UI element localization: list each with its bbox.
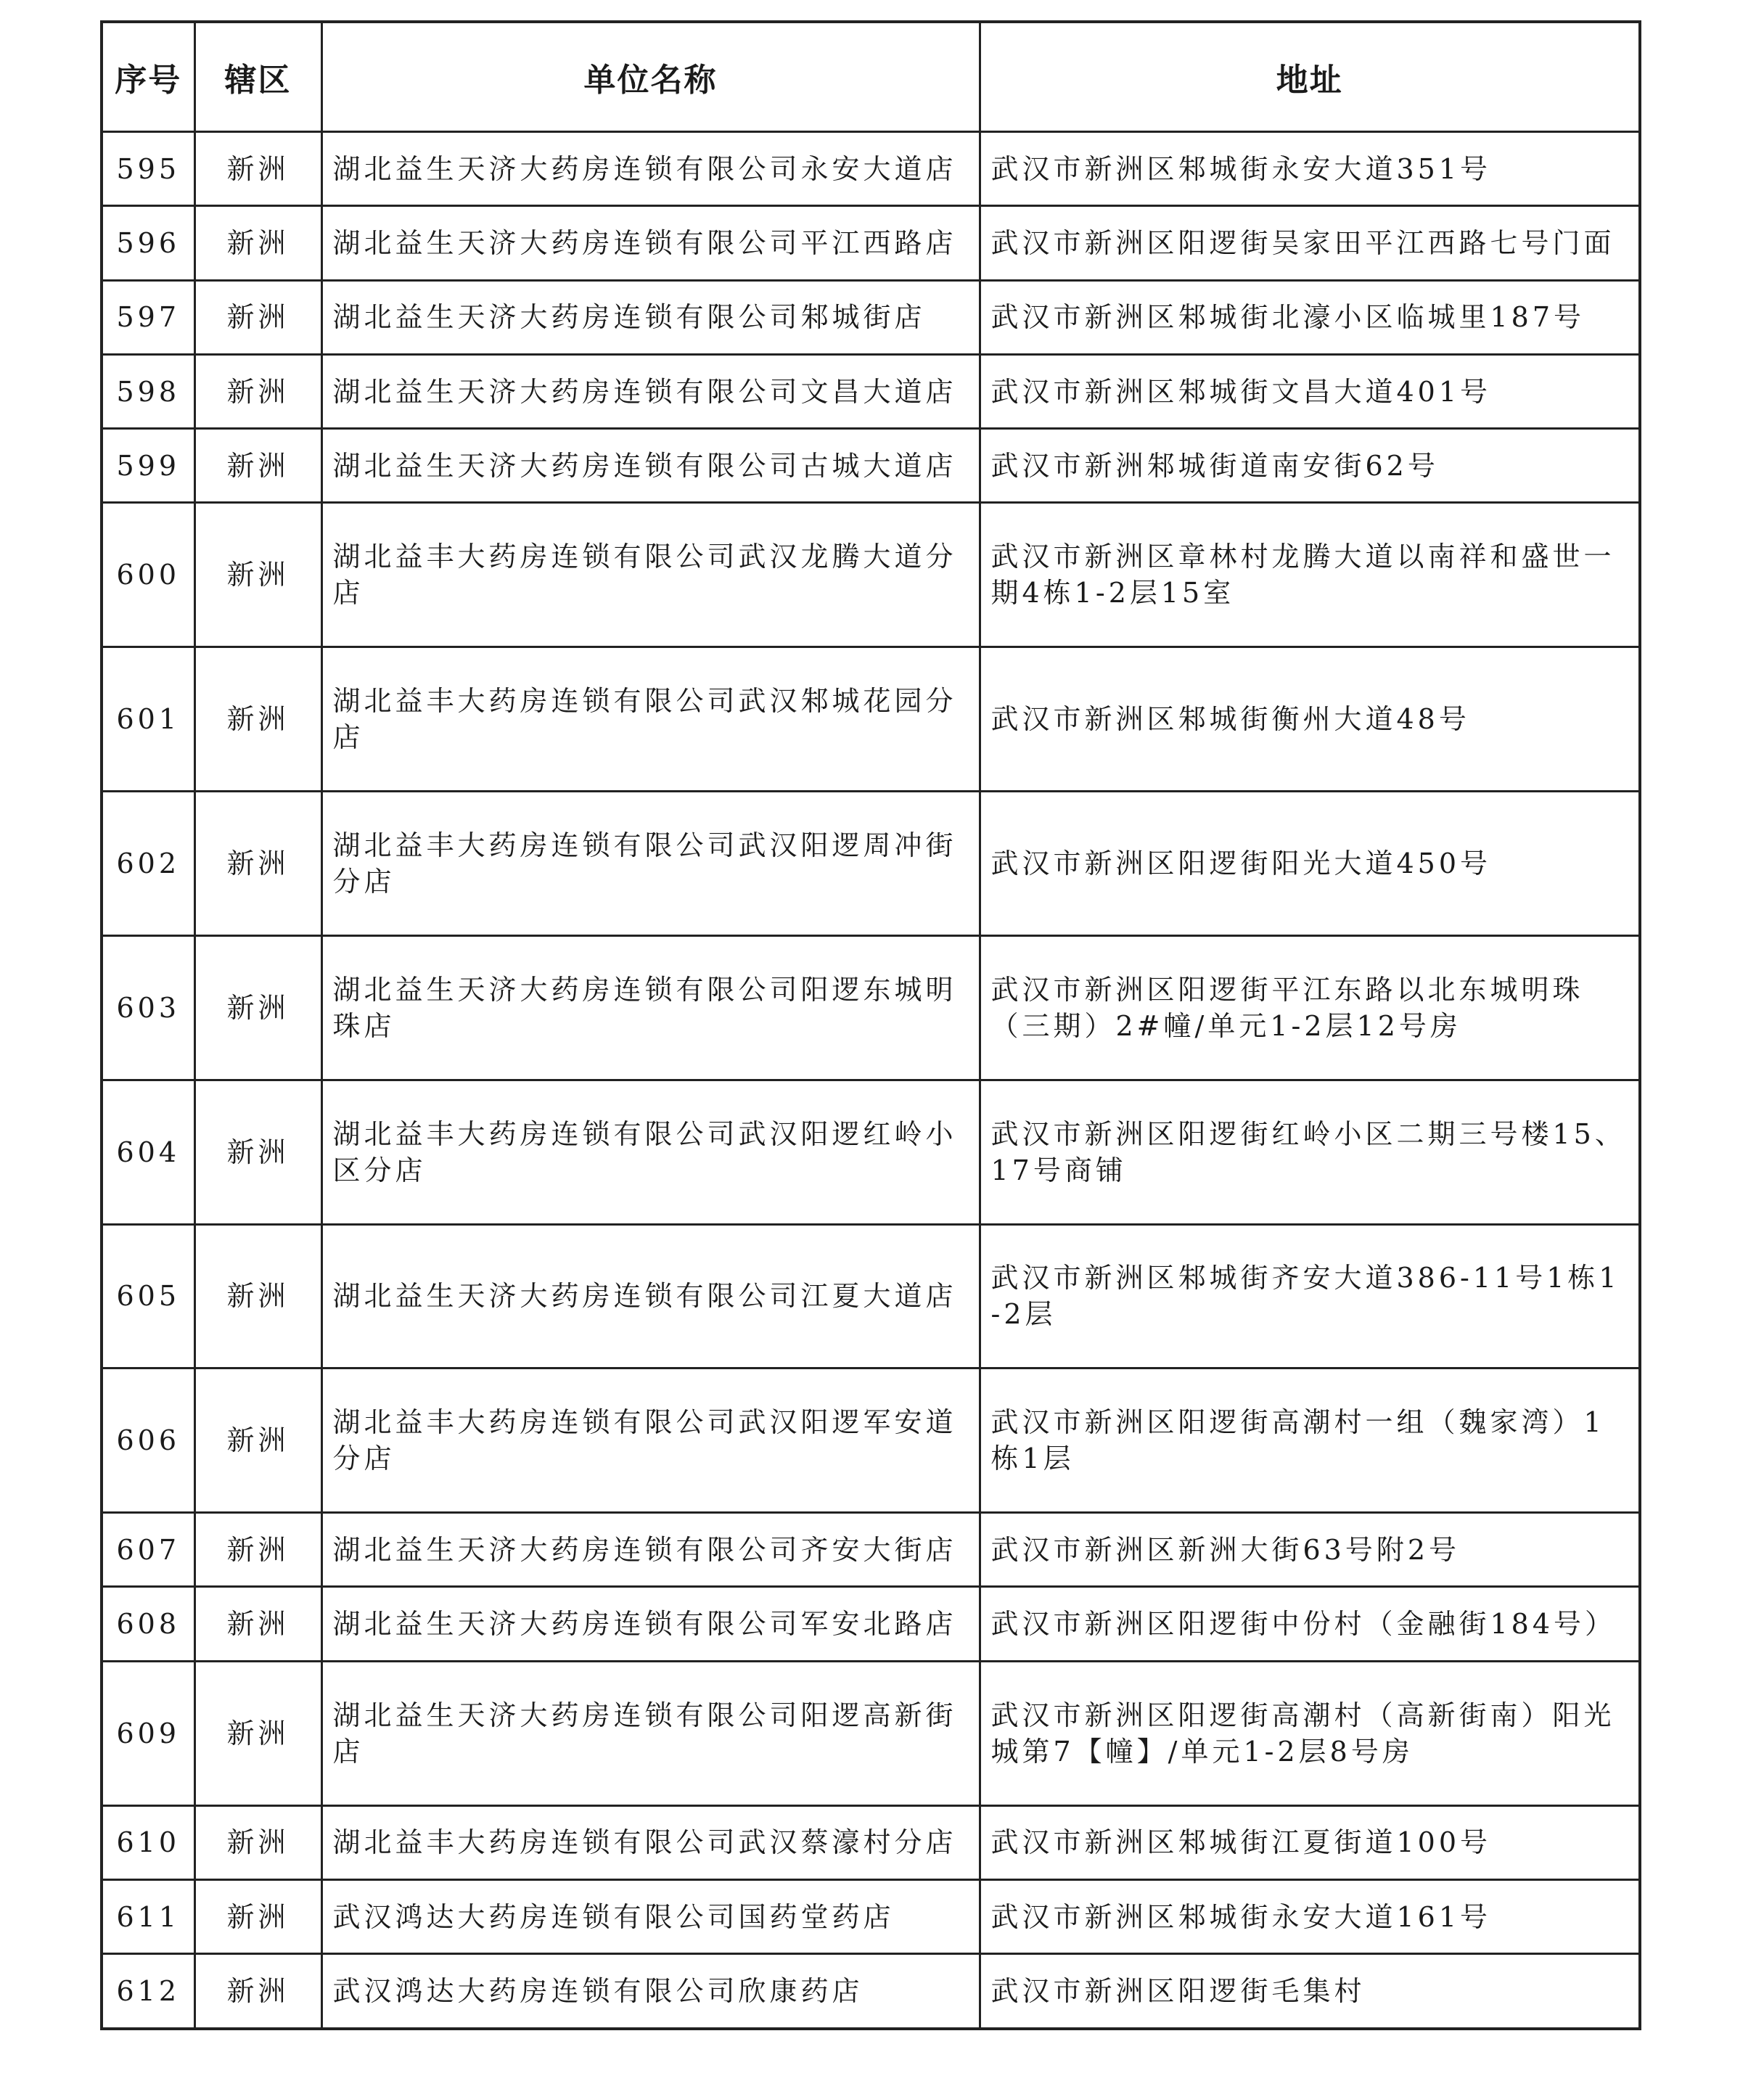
cell-address: 武汉市新洲区章林村龙腾大道以南祥和盛世一期4栋1-2层15室	[980, 503, 1640, 647]
cell-name: 湖北益丰大药房连锁有限公司武汉蔡濠村分店	[321, 1805, 980, 1879]
header-address: 地址	[980, 22, 1640, 132]
table-row	[102, 1080, 1640, 1224]
cell-index: 599	[102, 429, 194, 503]
header-index: 序号	[102, 22, 194, 132]
table-row	[102, 429, 1640, 503]
cell-name: 武汉鸿达大药房连锁有限公司欣康药店	[321, 1954, 980, 2029]
cell-index: 601	[102, 647, 194, 792]
cell-name: 湖北益生天济大药房连锁有限公司永安大道店	[321, 132, 980, 206]
cell-district: 新洲	[194, 935, 321, 1080]
header-district: 辖区	[194, 22, 321, 132]
cell-address: 武汉市新洲区新洲大街63号附2号	[980, 1513, 1640, 1587]
cell-address: 武汉市新洲区邾城街永安大道351号	[980, 132, 1640, 206]
cell-address: 武汉市新洲区阳逻街高潮村一组（魏家湾）1栋1层	[980, 1368, 1640, 1513]
table-row	[102, 935, 1640, 1080]
table-row	[102, 1368, 1640, 1513]
table-row	[102, 792, 1640, 936]
cell-index: 600	[102, 503, 194, 647]
cell-district: 新洲	[194, 1954, 321, 2029]
cell-district: 新洲	[194, 206, 321, 280]
cell-index: 595	[102, 132, 194, 206]
table-row	[102, 1587, 1640, 1661]
cell-index: 602	[102, 792, 194, 936]
cell-district: 新洲	[194, 1368, 321, 1513]
cell-district: 新洲	[194, 280, 321, 354]
cell-index: 603	[102, 935, 194, 1080]
cell-address: 武汉市新洲区邾城街北濠小区临城里187号	[980, 280, 1640, 354]
cell-name: 湖北益丰大药房连锁有限公司武汉龙腾大道分店	[321, 503, 980, 647]
cell-name: 湖北益生天济大药房连锁有限公司邾城街店	[321, 280, 980, 354]
cell-district: 新洲	[194, 503, 321, 647]
cell-index: 605	[102, 1224, 194, 1368]
cell-address: 武汉市新洲邾城街道南安街62号	[980, 429, 1640, 503]
cell-district: 新洲	[194, 132, 321, 206]
cell-index: 597	[102, 280, 194, 354]
cell-name: 湖北益生天济大药房连锁有限公司军安北路店	[321, 1587, 980, 1661]
cell-address: 武汉市新洲区邾城街江夏街道100号	[980, 1805, 1640, 1879]
cell-address: 武汉市新洲区阳逻街平江东路以北东城明珠（三期）2#幢/单元1-2层12号房	[980, 935, 1640, 1080]
cell-district: 新洲	[194, 1513, 321, 1587]
cell-district: 新洲	[194, 354, 321, 428]
cell-address: 武汉市新洲区邾城街齐安大道386-11号1栋1-2层	[980, 1224, 1640, 1368]
cell-name: 湖北益生天济大药房连锁有限公司江夏大道店	[321, 1224, 980, 1368]
table-row	[102, 647, 1640, 792]
table-row	[102, 1954, 1640, 2029]
cell-name: 湖北益生天济大药房连锁有限公司齐安大街店	[321, 1513, 980, 1587]
cell-index: 598	[102, 354, 194, 428]
cell-name: 湖北益丰大药房连锁有限公司武汉邾城花园分店	[321, 647, 980, 792]
cell-district: 新洲	[194, 1587, 321, 1661]
table-header-row	[102, 22, 1640, 132]
cell-name: 湖北益生天济大药房连锁有限公司文昌大道店	[321, 354, 980, 428]
cell-name: 湖北益丰大药房连锁有限公司武汉阳逻周冲街分店	[321, 792, 980, 936]
table-row	[102, 132, 1640, 206]
cell-address: 武汉市新洲区邾城街永安大道161号	[980, 1879, 1640, 1953]
table-row	[102, 503, 1640, 647]
table-row	[102, 1224, 1640, 1368]
cell-address: 武汉市新洲区阳逻街阳光大道450号	[980, 792, 1640, 936]
cell-name: 湖北益生天济大药房连锁有限公司平江西路店	[321, 206, 980, 280]
cell-name: 湖北益丰大药房连锁有限公司武汉阳逻红岭小区分店	[321, 1080, 980, 1224]
cell-district: 新洲	[194, 1805, 321, 1879]
cell-index: 610	[102, 1805, 194, 1879]
cell-index: 609	[102, 1661, 194, 1805]
table-row	[102, 280, 1640, 354]
table-row	[102, 1661, 1640, 1805]
pharmacy-list-table	[100, 20, 1641, 2030]
cell-district: 新洲	[194, 792, 321, 936]
header-name: 单位名称	[321, 22, 980, 132]
cell-district: 新洲	[194, 1879, 321, 1953]
table-row	[102, 1513, 1640, 1587]
cell-address: 武汉市新洲区邾城街文昌大道401号	[980, 354, 1640, 428]
cell-district: 新洲	[194, 1224, 321, 1368]
cell-address: 武汉市新洲区阳逻街高潮村（高新街南）阳光城第7【幢】/单元1-2层8号房	[980, 1661, 1640, 1805]
table-row	[102, 354, 1640, 428]
cell-address: 武汉市新洲区阳逻街吴家田平江西路七号门面	[980, 206, 1640, 280]
cell-name: 湖北益生天济大药房连锁有限公司阳逻东城明珠店	[321, 935, 980, 1080]
cell-address: 武汉市新洲区阳逻街红岭小区二期三号楼15、17号商铺	[980, 1080, 1640, 1224]
cell-address: 武汉市新洲区阳逻街毛集村	[980, 1954, 1640, 2029]
cell-name: 湖北益生天济大药房连锁有限公司阳逻高新街店	[321, 1661, 980, 1805]
cell-index: 612	[102, 1954, 194, 2029]
cell-index: 611	[102, 1879, 194, 1953]
cell-index: 596	[102, 206, 194, 280]
cell-name: 武汉鸿达大药房连锁有限公司国药堂药店	[321, 1879, 980, 1953]
cell-district: 新洲	[194, 1661, 321, 1805]
cell-address: 武汉市新洲区阳逻街中份村（金融街184号）	[980, 1587, 1640, 1661]
cell-index: 606	[102, 1368, 194, 1513]
table-row	[102, 206, 1640, 280]
table-row	[102, 1879, 1640, 1953]
document-page	[100, 20, 1638, 2030]
cell-name: 湖北益丰大药房连锁有限公司武汉阳逻军安道分店	[321, 1368, 980, 1513]
cell-district: 新洲	[194, 1080, 321, 1224]
cell-index: 608	[102, 1587, 194, 1661]
cell-address: 武汉市新洲区邾城街衡州大道48号	[980, 647, 1640, 792]
cell-index: 607	[102, 1513, 194, 1587]
cell-name: 湖北益生天济大药房连锁有限公司古城大道店	[321, 429, 980, 503]
table-row	[102, 1805, 1640, 1879]
cell-district: 新洲	[194, 647, 321, 792]
cell-district: 新洲	[194, 429, 321, 503]
cell-index: 604	[102, 1080, 194, 1224]
